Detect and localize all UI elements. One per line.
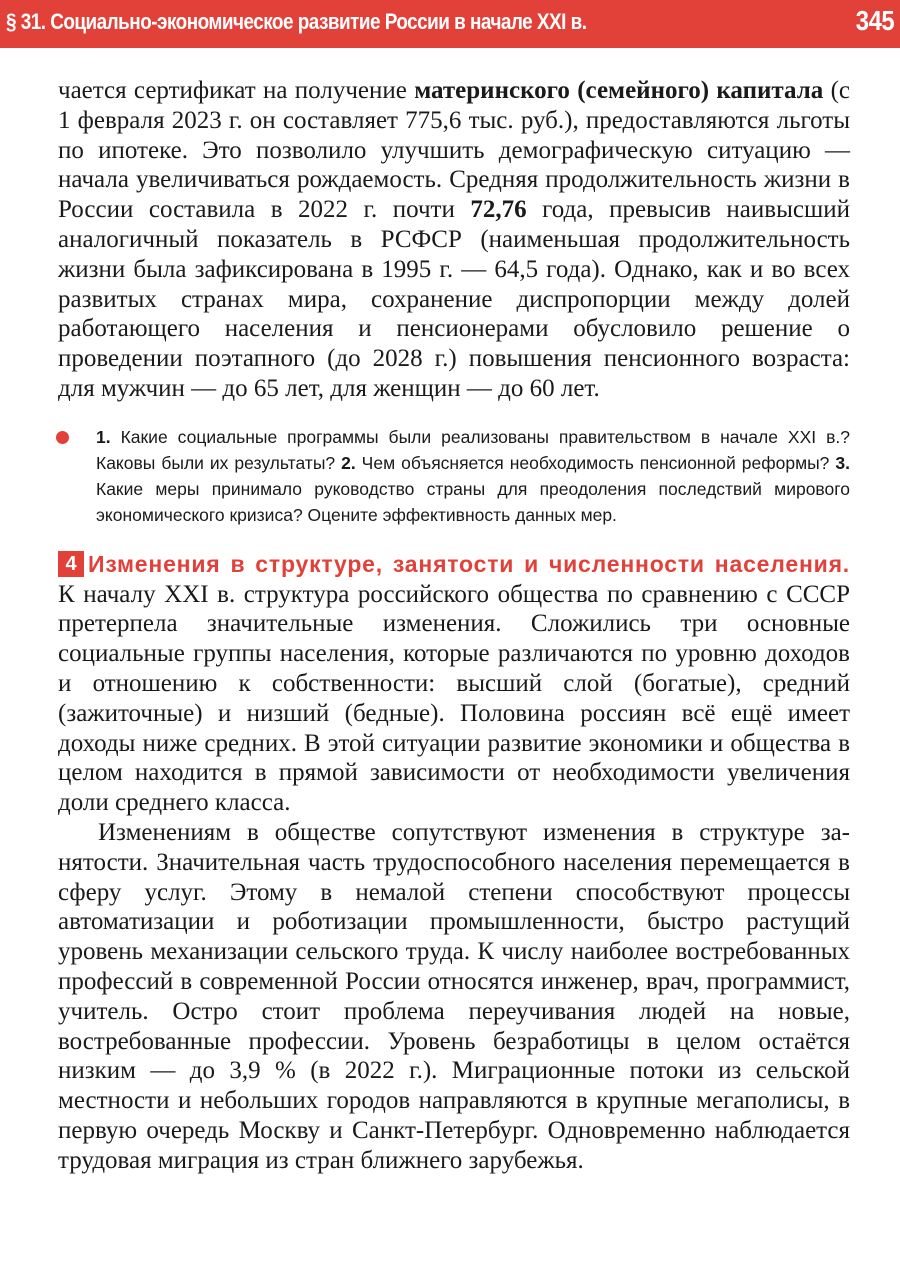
- question-number-1: 1.: [96, 426, 111, 447]
- section-4-paragraph-1: [58, 550, 850, 818]
- page-content: [58, 76, 850, 1176]
- intro-text-1: чается сертификат на получение: [58, 77, 415, 104]
- section-title: Изменения в структуре, занятости и численности населения.: [88, 550, 850, 577]
- maternity-capital-term: материнского (семейного) капитала: [414, 77, 824, 104]
- section-number-badge: 4: [58, 551, 84, 577]
- section-4-text-1: К началу XXI в. структура российского общества по сравнению с СССР претерпела значительные изменения. Сложились три основные социальные группы населения, которые различаются по уровню доходов и отношению к собственности: высший слой (богатые), средний (зажиточные) и низший (бедные). Половина россиян всё ещё имеет доходы ниже средних. В этой ситуации развитие экономики и общества в целом находится в прямой зависимости от необходимости увеличения доли среднего класса.: [58, 580, 850, 817]
- section-4-paragraph-2: Изменениям в обществе сопутствуют изменения в структуре занятости. Значительная часть трудоспособного населения перемещается в сферу услуг. Этому в немалой степени способствуют процессы автоматизации и роботизации промышленности, быстро растущий уровень механизации сельского труда. К числу наиболее востребованных профессий в современной России относятся инженер, врач, программист, учитель. Остро стоит проблема переучивания людей на новые, востребованные профессии. Уровень безработицы в целом остаётся низким — до 3,9 % (в 2022 г.). Миграционные потоки из сельской местности и небольших городов направляются в крупные мегаполисы, в первую очередь Москву и Санкт-Петербург. Одновременно наблюдается трудовая миграция из стран ближнего зарубежья.: [58, 818, 850, 1174]
- review-questions: [96, 424, 850, 528]
- intro-text-2: (с 1 февраля 2023 г. он составляет 775,6 тыс. руб.), предоставляются льготы по ипотеке. Это позволило улучшить демографическую ситуацию — начала увеличиваться рождаемость. Средняя продолжительность жизни в России составила в 2022 г. почти: [58, 77, 850, 224]
- intro-text-3: года, превысив наивысший аналогичный показатель в РСФСР (наименьшая продолжительность жизни была зафиксирована в 1995 г. — 64,5 года). Однако, как и во всех развитых странах мира, сохранение диспропорции между долей работающего населения и пенсионерами обусловило решение о проведении поэтапного (до 2028 г.) повышения пенсионного возраста: для мужчин — до 65 лет, для женщин — до 60 лет.: [58, 196, 850, 402]
- section-4: [58, 550, 850, 1176]
- page-number: 345: [855, 5, 894, 36]
- running-title: § 31. Социально-экономическое развитие России в начале XXI в.: [6, 9, 587, 34]
- life-expectancy-value: 72,76: [470, 196, 527, 224]
- page-header: [0, 0, 900, 48]
- red-dot-icon: [56, 431, 69, 444]
- intro-paragraph: [58, 76, 850, 404]
- question-3: Какие меры принимало руководство страны для преодоления последствий мирового экономического кризиса? Оцените эффективность данных мер.: [96, 478, 850, 525]
- question-1: Какие социальные программы были реализованы правительством в начале XXI в.? Каковы были их результаты?: [96, 426, 850, 473]
- question-number-3: 3.: [835, 452, 850, 473]
- question-2: Чем объясняется необходимость пенсионной реформы?: [355, 452, 836, 473]
- question-number-2: 2.: [341, 452, 356, 473]
